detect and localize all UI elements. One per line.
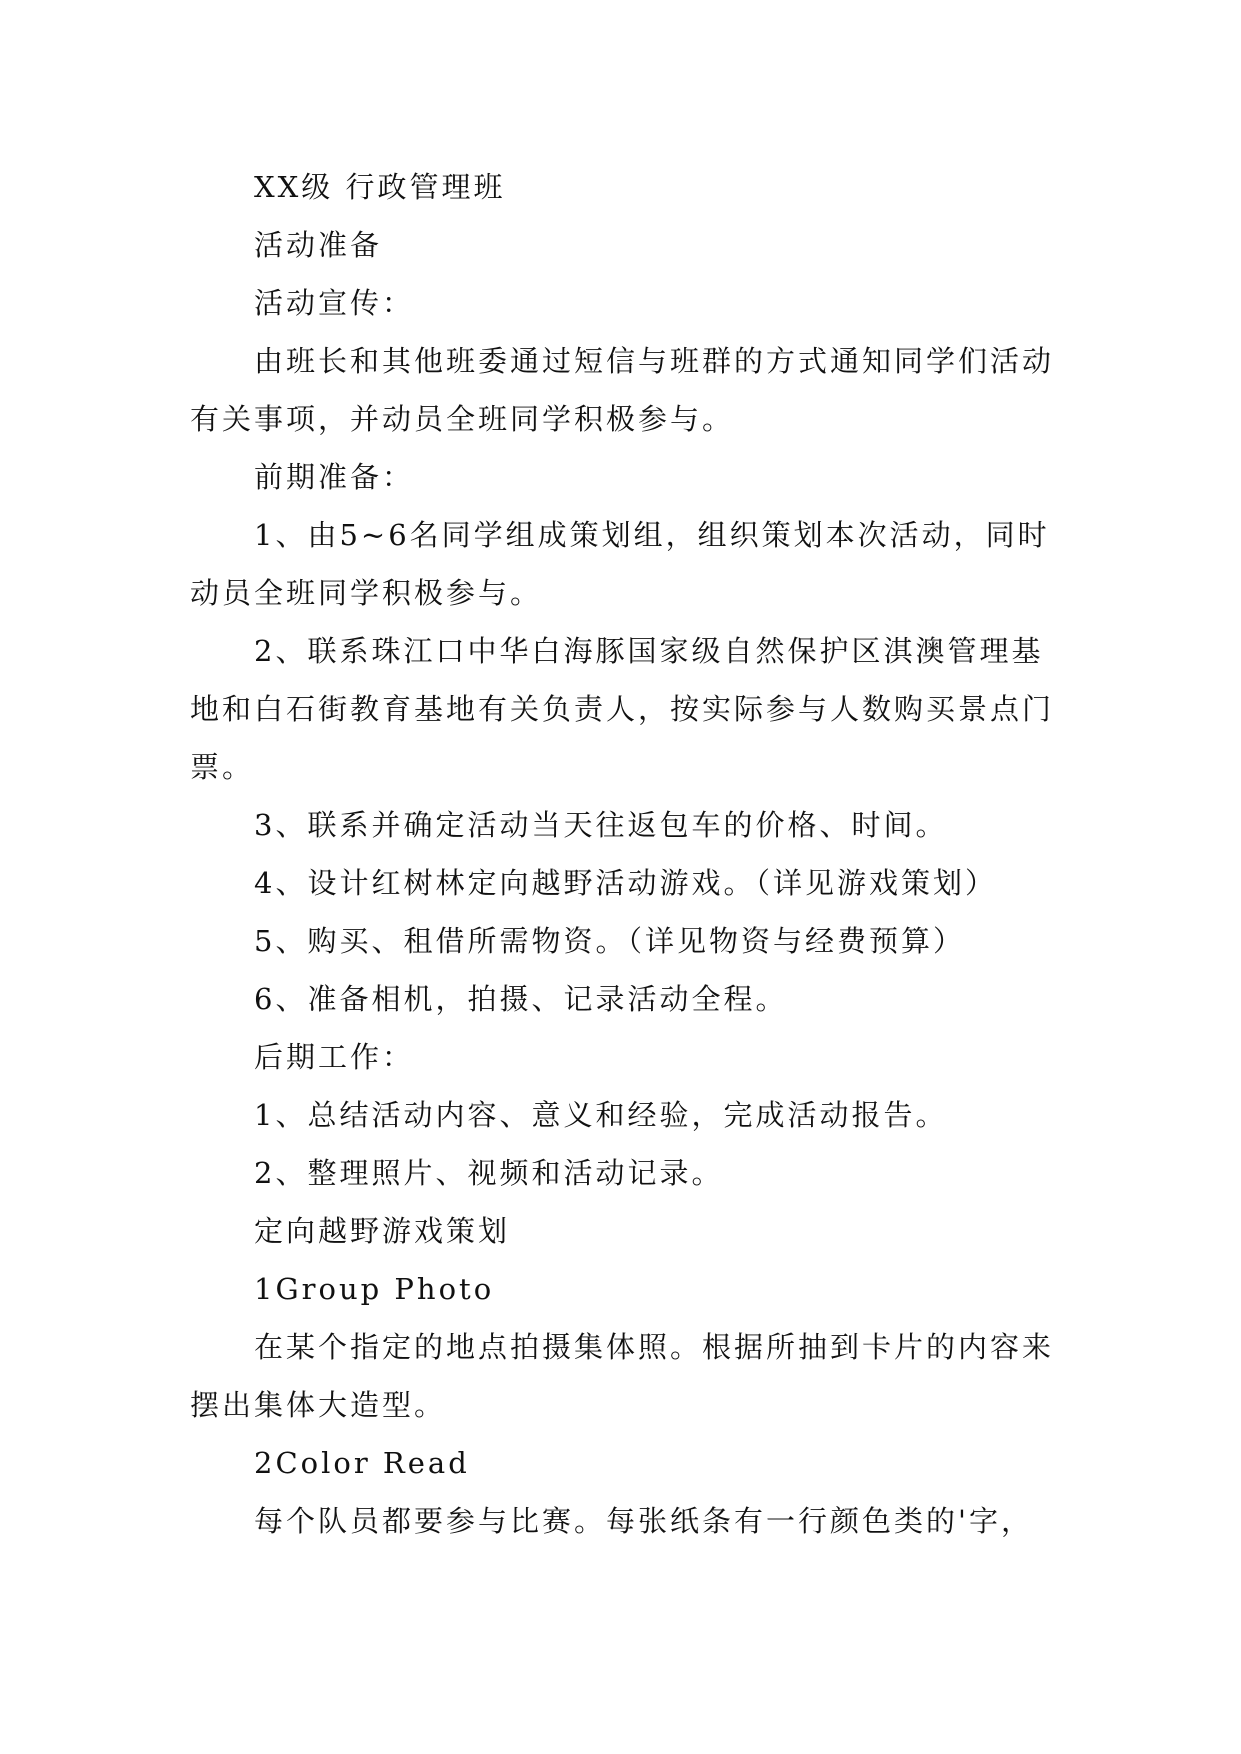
subheading-later-work: 后期工作： (254, 1040, 415, 1074)
game-description-group-photo: 在某个指定的地点拍摄集体照。根据所抽到卡片的内容来摆出集体大造型。 (190, 1330, 1055, 1422)
list-item-prep-4: 4、设计红树林定向越野活动游戏。（详见游戏策划） (254, 866, 997, 900)
game-title-group-photo: 1Group Photo (254, 1272, 495, 1306)
paragraph-publicity: 由班长和其他班委通过短信与班群的方式通知同学们活动有关事项，并动员全班同学积极参与。 (190, 344, 1055, 436)
section-heading-activity-preparation: 活动准备 (254, 228, 383, 262)
list-item-later-2: 2、整理照片、视频和活动记录。 (254, 1156, 724, 1190)
subheading-publicity: 活动宣传： (254, 286, 415, 320)
list-item-later-1: 1、总结活动内容、意义和经验，完成活动报告。 (254, 1098, 948, 1132)
list-item-prep-6: 6、准备相机，拍摄、记录活动全程。 (254, 982, 788, 1016)
game-title-color-read: 2Color Read (254, 1446, 470, 1480)
list-item-prep-3: 3、联系并确定活动当天往返包车的价格、时间。 (254, 808, 948, 842)
class-heading: XX级 行政管理班 (254, 170, 506, 204)
list-item-prep-5: 5、购买、租借所需物资。（详见物资与经费预算） (254, 924, 965, 958)
list-item-prep-1: 1、由5~6名同学组成策划组，组织策划本次活动，同时动员全班同学积极参与。 (190, 518, 1050, 610)
subheading-early-preparation: 前期准备： (254, 460, 415, 494)
game-description-color-read: 每个队员都要参与比赛。每张纸条有一行颜色类的'字， (254, 1504, 1033, 1538)
section-heading-orienteering-games: 定向越野游戏策划 (254, 1214, 511, 1248)
list-item-prep-2: 2、联系珠江口中华白海豚国家级自然保护区淇澳管理基地和白石街教育基地有关负责人，按实际参与人数购买景点门票。 (190, 634, 1055, 784)
document-body (190, 158, 1056, 1550)
